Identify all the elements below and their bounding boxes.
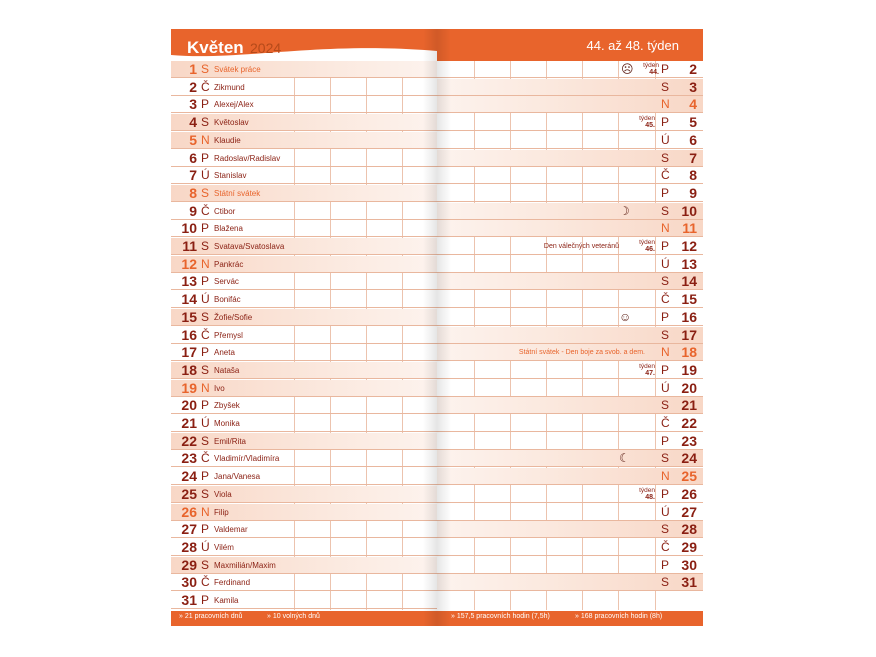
day-row[interactable] — [171, 344, 437, 361]
day-number: 6 — [189, 150, 197, 166]
day-letter: S — [661, 575, 670, 589]
event-label: Státní svátek - Den boje za svob. a dem. — [518, 349, 645, 356]
name-day: Vilém — [214, 543, 234, 552]
day-number: 5 — [689, 114, 697, 130]
day-number: 27 — [181, 521, 197, 537]
name-day: Bonifác — [214, 295, 241, 304]
day-letter: S — [661, 80, 670, 94]
week-number — [633, 115, 655, 129]
day-letter: S — [201, 310, 210, 324]
day-number: 3 — [189, 96, 197, 112]
day-letter: S — [201, 558, 210, 572]
day-letter: Ú — [201, 292, 210, 306]
day-row[interactable] — [437, 220, 703, 237]
day-number: 29 — [681, 539, 697, 555]
day-number: 17 — [181, 344, 197, 360]
day-row[interactable] — [171, 220, 437, 237]
sad-face-icon: ☹ — [621, 62, 634, 76]
day-row[interactable] — [437, 574, 703, 591]
day-row[interactable] — [171, 504, 437, 521]
day-row[interactable] — [171, 486, 437, 503]
day-letter: P — [661, 487, 670, 501]
left-header — [171, 29, 437, 61]
name-day: Přemysl — [214, 331, 243, 340]
day-number: 31 — [681, 574, 697, 590]
day-row[interactable] — [171, 238, 437, 255]
day-letter: P — [201, 522, 210, 536]
week-label: týden — [639, 487, 655, 494]
day-letter: Ú — [661, 133, 670, 147]
name-day: Státní svátek — [214, 189, 261, 198]
day-number: 8 — [689, 167, 697, 183]
day-row[interactable] — [437, 327, 703, 344]
day-letter: P — [661, 115, 670, 129]
day-number: 3 — [689, 79, 697, 95]
day-row[interactable] — [437, 468, 703, 485]
day-number: 1 — [189, 61, 197, 77]
week-value: 45. — [645, 122, 655, 129]
day-letter: S — [661, 204, 670, 218]
name-day: Emil/Rita — [214, 437, 247, 446]
day-number: 2 — [689, 61, 697, 77]
day-row[interactable] — [171, 79, 437, 96]
day-number: 18 — [681, 344, 697, 360]
day-number: 9 — [189, 203, 197, 219]
day-letter: P — [661, 239, 670, 253]
left-page — [171, 29, 437, 626]
day-letter: Č — [661, 292, 670, 306]
day-number: 7 — [689, 150, 697, 166]
day-letter: Č — [201, 328, 210, 342]
day-letter: Č — [201, 575, 210, 589]
day-row[interactable] — [437, 79, 703, 96]
day-number: 10 — [681, 203, 697, 219]
name-day: Alexej/Alex — [214, 100, 254, 109]
year-label: 2024 — [250, 40, 282, 56]
day-number: 30 — [681, 557, 697, 573]
week-number — [633, 363, 655, 377]
day-number: 28 — [681, 521, 697, 537]
day-letter: S — [201, 363, 210, 377]
day-number: 11 — [182, 238, 197, 254]
day-row[interactable] — [171, 539, 437, 556]
day-number: 24 — [181, 468, 197, 484]
day-number: 4 — [189, 114, 197, 130]
day-number: 6 — [689, 132, 697, 148]
day-number: 16 — [181, 327, 197, 343]
day-row[interactable] — [437, 96, 703, 113]
day-row[interactable] — [437, 486, 703, 503]
day-letter: S — [201, 115, 210, 129]
day-letter: Ú — [201, 416, 210, 430]
name-day: Jana/Vanesa — [214, 472, 261, 481]
day-number: 23 — [181, 450, 197, 466]
day-letter: Ú — [661, 505, 670, 519]
day-letter: N — [201, 381, 210, 395]
day-letter: Č — [661, 416, 670, 430]
day-row[interactable] — [437, 433, 703, 450]
day-number: 4 — [689, 96, 697, 112]
name-day: Ctibor — [214, 207, 236, 216]
day-row[interactable] — [437, 114, 703, 131]
name-day: Monika — [214, 419, 240, 428]
week-value: 47. — [645, 370, 655, 377]
day-row[interactable] — [171, 574, 437, 591]
day-number: 9 — [689, 185, 697, 201]
day-number: 19 — [181, 380, 197, 396]
day-number: 5 — [189, 132, 197, 148]
name-day: Aneta — [214, 348, 235, 357]
day-letter: P — [201, 398, 210, 412]
day-number: 22 — [181, 433, 197, 449]
day-number: 17 — [681, 327, 697, 343]
day-row[interactable] — [171, 203, 437, 220]
day-row[interactable] — [437, 256, 703, 273]
day-letter: P — [201, 593, 210, 607]
day-number: 30 — [181, 574, 197, 590]
day-letter: Č — [201, 204, 210, 218]
day-row[interactable] — [437, 309, 703, 326]
footer-free-days: » 10 volných dnů — [267, 613, 320, 620]
week-label: týden — [639, 239, 655, 246]
name-day: Blažena — [214, 224, 243, 233]
day-number: 19 — [681, 362, 697, 378]
name-day: Radoslav/Radislav — [214, 154, 281, 163]
day-letter: N — [201, 133, 210, 147]
day-number: 27 — [681, 504, 697, 520]
day-row[interactable] — [437, 521, 703, 538]
day-number: 15 — [681, 291, 697, 307]
day-letter: N — [661, 97, 670, 111]
name-day: Viola — [214, 490, 232, 499]
day-letter: P — [661, 363, 670, 377]
left-footer — [171, 611, 437, 626]
right-day-grid — [437, 61, 703, 610]
week-value: 46. — [645, 246, 655, 253]
day-letter: N — [661, 345, 670, 359]
day-number: 8 — [189, 185, 197, 201]
last-quarter-moon-icon: ☾ — [619, 451, 630, 465]
day-letter: S — [661, 274, 670, 288]
day-letter: Č — [201, 451, 210, 465]
day-letter: P — [201, 345, 210, 359]
name-day: Svatava/Svatoslava — [214, 242, 285, 251]
day-row[interactable] — [171, 309, 437, 326]
day-letter: Ú — [661, 257, 670, 271]
name-day: Pankrác — [214, 260, 244, 269]
day-row[interactable] — [171, 415, 437, 432]
day-letter: Ú — [661, 381, 670, 395]
day-row[interactable] — [171, 96, 437, 113]
day-row[interactable] — [437, 203, 703, 220]
day-row[interactable] — [171, 327, 437, 344]
day-letter: S — [201, 239, 210, 253]
name-day: Zikmund — [214, 83, 245, 92]
day-row[interactable] — [171, 114, 437, 131]
footer-hours-75: » 157,5 pracovních hodin (7,5h) — [451, 613, 550, 620]
month-title: Květen — [187, 38, 244, 57]
event-label: Den válečných veteránů — [543, 243, 619, 250]
day-letter: S — [201, 62, 210, 76]
day-letter: Ú — [201, 540, 210, 554]
day-row[interactable] — [437, 380, 703, 397]
day-letter: N — [661, 221, 670, 235]
full-moon-icon: ☺ — [619, 310, 632, 324]
week-number — [637, 62, 659, 76]
day-number: 21 — [181, 415, 197, 431]
name-day: Žofie/Sofie — [214, 313, 253, 322]
week-label: týden — [643, 62, 659, 69]
day-row[interactable] — [171, 450, 437, 467]
day-row[interactable] — [437, 362, 703, 379]
day-letter: S — [661, 151, 670, 165]
day-number: 31 — [181, 592, 197, 608]
day-letter: S — [661, 451, 670, 465]
day-letter: P — [661, 62, 670, 76]
week-value: 44. — [649, 69, 659, 76]
day-row[interactable] — [437, 415, 703, 432]
day-row[interactable] — [171, 380, 437, 397]
day-row[interactable] — [171, 150, 437, 167]
day-number: 28 — [181, 539, 197, 555]
day-row[interactable] — [437, 539, 703, 556]
name-day: Ivo — [214, 384, 225, 393]
day-row[interactable] — [171, 521, 437, 538]
day-number: 2 — [189, 79, 197, 95]
day-number: 25 — [681, 468, 697, 484]
day-number: 13 — [681, 256, 697, 272]
day-number: 12 — [681, 238, 697, 254]
weeks-title: 44. až 48. týden — [586, 38, 679, 53]
day-number: 26 — [181, 504, 197, 520]
day-number: 15 — [181, 309, 197, 325]
day-number: 16 — [681, 309, 697, 325]
day-letter: P — [661, 434, 670, 448]
day-number: 7 — [189, 167, 197, 183]
day-number: 11 — [682, 220, 697, 236]
name-day: Servác — [214, 277, 239, 286]
day-letter: N — [201, 257, 210, 271]
day-letter: P — [661, 310, 670, 324]
day-number: 29 — [181, 557, 197, 573]
day-letter: N — [201, 505, 210, 519]
name-day: Vladimír/Vladimíra — [214, 454, 280, 463]
right-header — [437, 29, 703, 61]
page-fold-shadow-left — [423, 29, 437, 626]
right-page — [437, 29, 703, 626]
day-number: 12 — [181, 256, 197, 272]
day-row[interactable] — [171, 61, 437, 78]
day-number: 22 — [681, 415, 697, 431]
day-row[interactable] — [437, 150, 703, 167]
name-day: Maxmilián/Maxim — [214, 561, 276, 570]
name-day: Kamila — [214, 596, 239, 605]
day-number: 18 — [181, 362, 197, 378]
day-letter: P — [201, 274, 210, 288]
day-row[interactable] — [437, 291, 703, 308]
day-row[interactable] — [437, 504, 703, 521]
week-value: 48. — [645, 494, 655, 501]
day-row[interactable] — [171, 468, 437, 485]
day-letter: S — [661, 522, 670, 536]
day-letter: Č — [661, 540, 670, 554]
day-row[interactable] — [171, 167, 437, 184]
day-letter: S — [661, 328, 670, 342]
week-label: týden — [639, 115, 655, 122]
day-letter: Ú — [201, 168, 210, 182]
day-row[interactable] — [437, 167, 703, 184]
name-day: Valdemar — [214, 525, 248, 534]
day-number: 20 — [681, 380, 697, 396]
week-number — [633, 487, 655, 501]
day-number: 14 — [181, 291, 197, 307]
day-row[interactable] — [437, 273, 703, 290]
name-day: Zbyšek — [214, 401, 240, 410]
page-fold-shadow-right — [437, 29, 451, 626]
day-letter: S — [661, 398, 670, 412]
day-row[interactable] — [437, 132, 703, 149]
day-letter: Č — [661, 168, 670, 182]
day-row[interactable] — [171, 132, 437, 149]
day-row[interactable] — [171, 433, 437, 450]
day-row[interactable] — [171, 397, 437, 414]
name-day: Stanislav — [214, 171, 247, 180]
day-letter: S — [201, 186, 210, 200]
day-letter: S — [201, 434, 210, 448]
day-letter: P — [201, 221, 210, 235]
name-day: Nataša — [214, 366, 240, 375]
day-number: 23 — [681, 433, 697, 449]
day-letter: N — [661, 469, 670, 483]
day-number: 10 — [181, 220, 197, 236]
day-row[interactable] — [437, 397, 703, 414]
day-number: 25 — [181, 486, 197, 502]
right-footer — [437, 611, 703, 626]
day-row[interactable] — [171, 592, 437, 609]
day-number: 13 — [181, 273, 197, 289]
day-letter: P — [201, 469, 210, 483]
name-day: Svátek práce — [214, 65, 261, 74]
day-letter: P — [201, 97, 210, 111]
day-number: 14 — [681, 273, 697, 289]
day-letter: P — [661, 558, 670, 572]
day-row[interactable] — [171, 185, 437, 202]
week-number — [633, 239, 655, 253]
week-label: týden — [639, 363, 655, 370]
footer-working-days: » 21 pracovních dnů — [179, 613, 243, 620]
day-number: 20 — [181, 397, 197, 413]
name-day: Ferdinand — [214, 578, 251, 587]
day-letter: P — [201, 151, 210, 165]
name-day: Klaudie — [214, 136, 241, 145]
day-row[interactable] — [171, 273, 437, 290]
first-quarter-moon-icon: ☽ — [619, 204, 630, 218]
day-row[interactable] — [171, 362, 437, 379]
day-row[interactable] — [437, 185, 703, 202]
day-row[interactable] — [171, 291, 437, 308]
day-number: 21 — [681, 397, 697, 413]
day-number: 26 — [681, 486, 697, 502]
day-letter: P — [661, 186, 670, 200]
day-row[interactable] — [437, 61, 703, 78]
day-row[interactable] — [437, 450, 703, 467]
name-day: Květoslav — [214, 118, 249, 127]
name-day: Filip — [214, 508, 229, 517]
day-letter: Č — [201, 80, 210, 94]
footer-hours-8: » 168 pracovních hodin (8h) — [575, 613, 663, 620]
day-row[interactable] — [437, 557, 703, 574]
left-day-grid — [171, 61, 437, 610]
day-row[interactable] — [171, 256, 437, 273]
day-number: 24 — [681, 450, 697, 466]
day-row[interactable] — [171, 557, 437, 574]
day-letter: S — [201, 487, 210, 501]
